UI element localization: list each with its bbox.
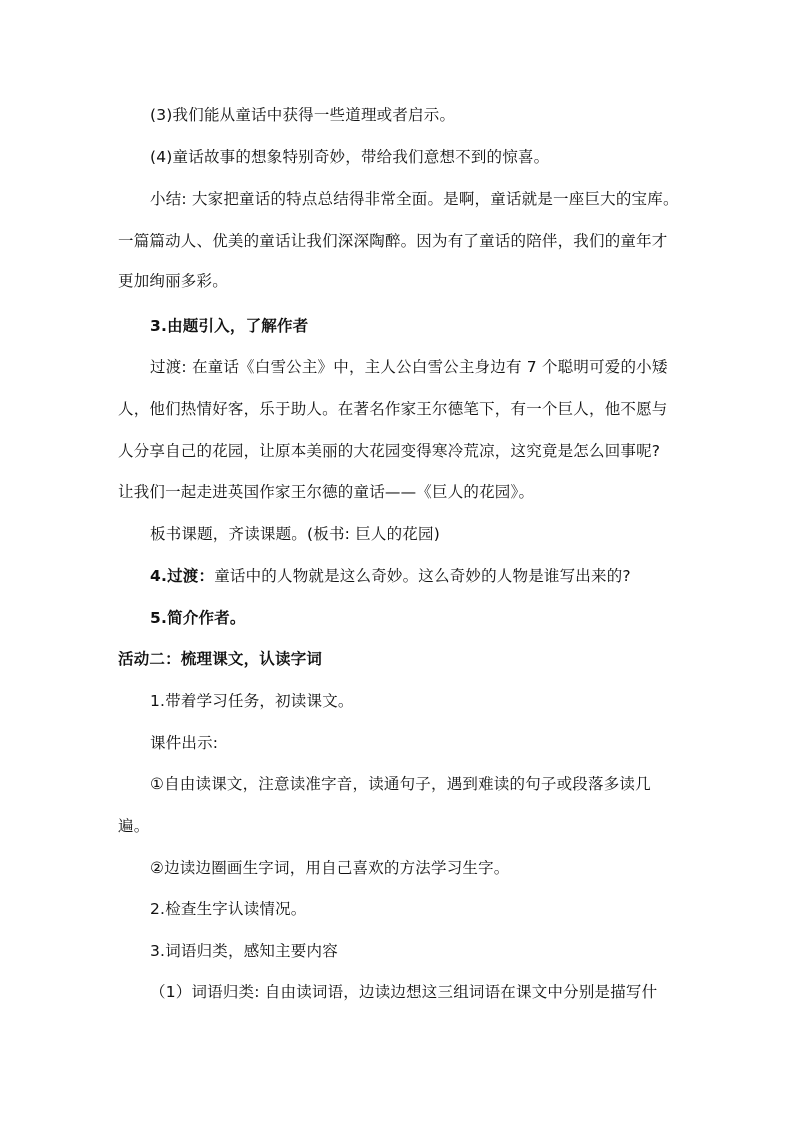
summary-line-1: 小结: 大家把童话的特点总结得非常全面。是啊，童话就是一座巨大的宝库。 [150,190,679,208]
summary-line-2: 一篇篇动人、优美的童话让我们深深陶醉。因为有了童话的陪伴，我们的童年才 [118,232,668,250]
task-line-1: 1.带着学习任务，初读课文。 [150,692,354,710]
section-4-text: 童话中的人物就是这么奇妙。这么奇妙的人物是谁写出来的? [214,567,631,585]
text-line-2: (4)童话故事的想象特别奇妙，带给我们意想不到的惊喜。 [150,148,550,166]
task-item-1: ①自由读课文，注意读准字音，读通句子，遇到难读的句子或段落多读几 [150,775,651,793]
summary-line-3: 更加绚丽多彩。 [118,272,228,290]
transition-line-3: 人分享自己的花园，让原本美丽的大花园变得寒冷荒凉，这究竟是怎么回事呢? [118,442,661,460]
transition-line-2: 人，他们热情好客，乐于助人。在著名作家王尔德笔下，有一个巨人，他不愿与 [118,400,668,418]
section-4-label: 4.过渡： [150,567,215,585]
section-4-line [150,565,631,587]
task-line-3: 3.词语归类，感知主要内容 [150,942,338,960]
courseware-line: 课件出示: [150,734,219,752]
word-group-line: （1）词语归类: 自由读词语，边读边想这三组词语在课文中分别是描写什 [150,983,658,1001]
task-item-1-continuation: 遍。 [118,817,150,835]
board-line: 板书课题，齐读课题。(板书: 巨人的花园) [150,525,440,543]
task-line-2: 2.检查生字认读情况。 [150,900,307,918]
section-heading-5: 5.简介作者。 [150,609,246,627]
section-heading-3: 3.由题引入，了解作者 [150,317,309,335]
activity-two-heading: 活动二：梳理课文，认读字词 [118,650,323,668]
transition-line-1: 过渡: 在童话《白雪公主》中，主人公白雪公主身边有 7 个聪明可爱的小矮 [150,358,668,376]
task-item-2: ②边读边圈画生字词，用自己喜欢的方法学习生字。 [150,859,510,877]
transition-line-4: 让我们一起走进英国作家王尔德的童话——《巨人的花园》。 [118,483,535,501]
text-line-1: (3)我们能从童话中获得一些道理或者启示。 [150,106,456,124]
